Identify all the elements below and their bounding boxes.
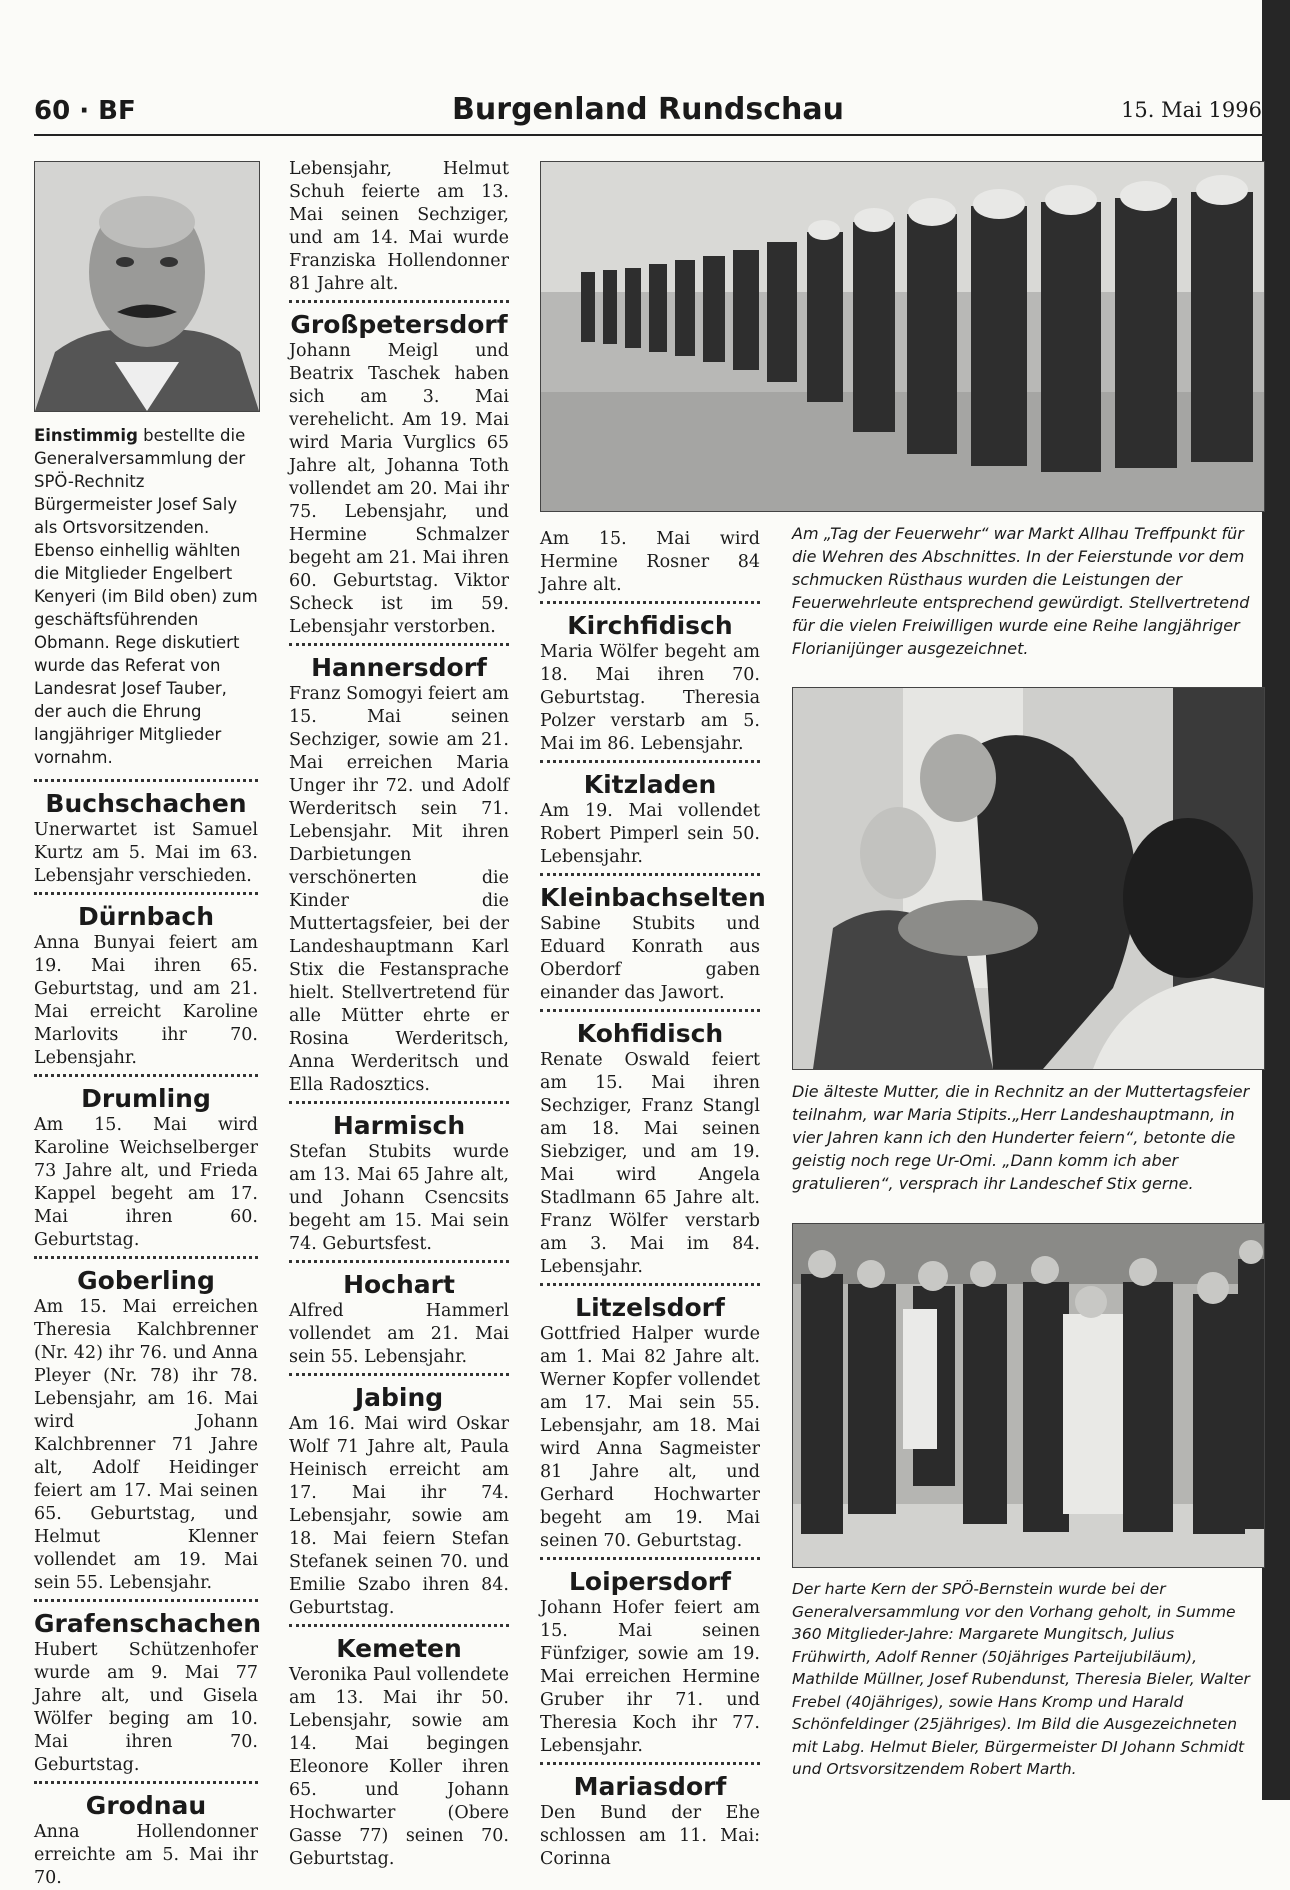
caption-mother: Die älteste Mutter, die in Rechnitz an der Muttertagsfeier teilnahm, war Maria Stipits.„Herr Landeshauptmann, in vier Jahren kann ich den Hunderter feiern“, betonte die geistig noch rege Ur-Omi. „Dann komm ich aber gratulieren“, versprach ihr Landeschef Stix gerne. [792, 1082, 1250, 1193]
town-heading: Grodnau [85, 1791, 207, 1820]
dotted-separator [540, 1283, 760, 1286]
dotted-separator [34, 1256, 258, 1259]
town-heading: Hannersdorf [311, 653, 487, 682]
lead-paragraph [34, 424, 258, 769]
dotted-separator [540, 1762, 760, 1765]
lead-bold: Einstimmig [34, 426, 138, 445]
town-heading: Kemeten [336, 1634, 462, 1663]
town-text: Alfred Hammerl vollendet am 21. Mai sein 55. Lebensjahr. [289, 1301, 509, 1367]
town-text: Am 15. Mai erreichen Theresia Kalchbrenner (Nr. 42) ihr 76. und Anna Pleyer (Nr. 78) ihr 78. Lebensjahr, am 16. Mai wird Johann Kalchbrenner 71 Jahre alt, Adolf Heidinger feiert am 17. Mai seinen 65. Geburtstag, und Helmut Klenner vollendet am 19. Mai sein 55. Lebensjahr. [34, 1297, 258, 1593]
town-text: Gottfried Halper wurde am 1. Mai 82 Jahre alt. Werner Kopfer vollendet am 17. Mai sein 55. Lebensjahr, am 18. Mai wird Anna Sagmeister 81 Jahre alt, und Gerhard Hochwarter begeht am 19. Mai seinen 70. Geburtstag. [540, 1324, 760, 1551]
dotted-separator [289, 300, 509, 303]
town-heading: Mariasdorf [573, 1772, 727, 1801]
dotted-separator [34, 1074, 258, 1077]
town-text: Am 15. Mai wird Karoline Weichselberger 73 Jahre alt, und Frieda Kappel begeht am 17. Mai ihren 60. Geburtstag. [34, 1115, 258, 1250]
dotted-separator [540, 1557, 760, 1560]
page-header [34, 90, 1262, 136]
town-text: Sabine Stubits und Eduard Konrath aus Oberdorf gaben einander das Jawort. [540, 914, 760, 1003]
caption-group: Der harte Kern der SPÖ-Bernstein wurde bei der Generalversammlung vor den Vorhang geholt, in Summe 360 Mitglieder-Jahre: Margarete Mungitsch, Julius Frühwirth, Adolf Renner (50jähriges Parteijubiläum), Mathilde Müllner, Josef Rubendunst, Theresia Bieler, Walter Frebel (40jähriges), sowie Hans Kromp und Harald Schönfeldinger (25jähriges). Im Bild die Ausgezeichneten mit Labg. Helmut Bieler, Bürgermeister DI Johann Schmidt und Ortsvorsitzendem Robert Marth. [792, 1580, 1250, 1778]
dotted-separator [540, 601, 760, 604]
town-text: Den Bund der Ehe schlossen am 11. Mai: Corinna [540, 1803, 760, 1869]
group-image [793, 1224, 1264, 1567]
dotted-separator [540, 873, 760, 876]
continued-text: Lebensjahr, Helmut Schuh feierte am 13. Mai seinen Sechziger, und am 14. Mai wurde Franziska Hollendonner 81 Jahre alt. [289, 159, 509, 294]
town-heading: Kohfidisch [576, 1019, 724, 1048]
town-text: Anna Bunyai feiert am 19. Mai ihren 65. Geburtstag, und am 21. Mai erreicht Karoline Marlovits ihr 70. Lebensjahr. [34, 933, 258, 1068]
town-text: Renate Oswald feiert am 15. Mai ihren Sechziger, Franz Stangl am 18. Mai seinen Siebziger, und am 19. Mai wird Angela Stadlmann 65 Jahre alt. Franz Wölfer verstarb am 3. Mai im 84. Lebensjahr. [540, 1050, 760, 1277]
town-heading: Drumling [81, 1084, 211, 1113]
town-text: Anna Hollendonner erreichte am 5. Mai ihr 70. [34, 1822, 258, 1888]
portrait-photo [34, 161, 260, 412]
town-heading: Kitzladen [583, 770, 717, 799]
newspaper-title: Burgenland Rundschau [452, 92, 844, 127]
town-text: Am 16. Mai wird Oskar Wolf 71 Jahre alt, Paula Heinisch erreicht am 17. Mai ihr 74. Lebensjahr, sowie am 18. Mai feiern Stefan Stefanek seinen 70. und Emilie Szabo ihren 84. Geburtstag. [289, 1414, 509, 1618]
caption-firemen: Am „Tag der Feuerwehr“ war Markt Allhau Treffpunkt für die Wehren des Abschnittes. In der Feierstunde vor dem schmucken Rüsthaus wurden die Leistungen der Feuerwehrleute entsprechend gewürdigt. Stellvertretend für die vielen Freiwilligen wurde eine Reihe langjähriger Florianijünger ausgezeichnet. [792, 524, 1250, 658]
continued-text: Am 15. Mai wird Hermine Rosner 84 Jahre alt. [540, 529, 760, 595]
town-heading: Hochart [343, 1270, 455, 1299]
town-heading: Loipersdorf [568, 1567, 731, 1596]
town-text: Stefan Stubits wurde am 13. Mai 65 Jahre alt, und Johann Csencsits begeht am 15. Mai sein 74. Geburtsfest. [289, 1142, 509, 1254]
mother-photo [792, 687, 1265, 1070]
town-heading: Harmisch [332, 1111, 466, 1140]
town-text: Veronika Paul vollendete am 13. Mai ihr 50. Lebensjahr, sowie am 14. Mai begingen Eleonore Koller ihren 65. und Johann Hochwarter (Obere Gasse 77) seinen 70. Geburtstag. [289, 1665, 509, 1869]
town-text: Johann Meigl und Beatrix Taschek haben sich am 3. Mai verehelicht. Am 19. Mai wird Maria Vurglics 65 Jahre alt, Johanna Toth vollendet am 20. Mai ihr 75. Lebensjahr, und Hermine Schmalzer begeht am 21. Mai ihren 60. Geburtstag. Viktor Scheck ist im 59. Lebensjahr verstorben. [289, 341, 509, 637]
group-photo [792, 1223, 1265, 1568]
town-text: Franz Somogyi feiert am 15. Mai seinen Sechziger, sowie am 21. Mai erreichen Maria Unger ihr 72. und Adolf Werderitsch sein 71. Lebensjahr. Mit ihren Darbietungen verschönerten die Kinder die Muttertagsfeier, bei der Landeshauptmann Karl Stix die Festansprache hielt. Stellvertretend für alle Mütter ehrte er Rosina Werderitsch, Anna Werderitsch und Ella Radosztics. [289, 684, 509, 1095]
lead-text: bestellte die Generalversammlung der SPÖ-Rechnitz Bürgermeister Josef Saly als Ortsvorsitzenden. Ebenso einhellig wählten die Mitglieder Engelbert Kenyeri (im Bild oben) zum geschäftsführenden Obmann. Rege diskutiert wurde das Referat von Landesrat Josef Tauber, der auch die Ehrung langjähriger Mitglieder vornahm. [34, 426, 258, 767]
town-heading: Kleinbachselten [540, 883, 766, 912]
column-3 [540, 528, 766, 1871]
town-text: Johann Hofer feiert am 15. Mai seinen Fünfziger, sowie am 19. Mai erreichen Hermine Gruber ihr 71. und Theresia Koch ihr 77. Lebensjahr. [540, 1598, 760, 1756]
town-heading: Buchschachen [45, 789, 247, 818]
firemen-image [541, 162, 1264, 511]
portrait-image [35, 162, 259, 411]
page-number: 60 · BF [34, 96, 136, 126]
dotted-separator [34, 779, 258, 782]
mother-image [793, 688, 1264, 1069]
town-heading: Kirchfidisch [567, 611, 733, 640]
town-heading: Grafenschachen [34, 1609, 262, 1638]
dotted-separator [289, 1260, 509, 1263]
town-heading: Jabing [354, 1383, 444, 1412]
scan-edge [1262, 0, 1290, 1800]
town-heading: Dürnbach [77, 902, 215, 931]
town-text: Unerwartet ist Samuel Kurtz am 5. Mai im 63. Lebensjahr verschieden. [34, 820, 258, 886]
column-2 [289, 158, 509, 1871]
dotted-separator [289, 643, 509, 646]
firemen-photo [540, 161, 1265, 512]
town-heading: Litzelsdorf [575, 1293, 725, 1322]
town-text: Hubert Schützenhofer wurde am 9. Mai 77 Jahre alt, und Gisela Wölfer beging am 10. Mai ihren 70. Geburtstag. [34, 1640, 258, 1775]
dotted-separator [540, 760, 760, 763]
dotted-separator [34, 892, 258, 895]
dotted-separator [289, 1624, 509, 1627]
town-heading: Großpetersdorf [290, 310, 508, 339]
dotted-separator [540, 1009, 760, 1012]
issue-date: 15. Mai 1996 [1121, 98, 1262, 122]
column-1 [34, 424, 262, 1890]
dotted-separator [34, 1599, 258, 1602]
dotted-separator [289, 1101, 509, 1104]
town-heading: Goberling [77, 1266, 215, 1295]
town-text: Maria Wölfer begeht am 18. Mai ihren 70. Geburtstag. Theresia Polzer verstarb am 5. Mai im 86. Lebensjahr. [540, 642, 760, 754]
dotted-separator [289, 1373, 509, 1376]
dotted-separator [34, 1781, 258, 1784]
town-text: Am 19. Mai vollendet Robert Pimperl sein 50. Lebensjahr. [540, 801, 760, 867]
